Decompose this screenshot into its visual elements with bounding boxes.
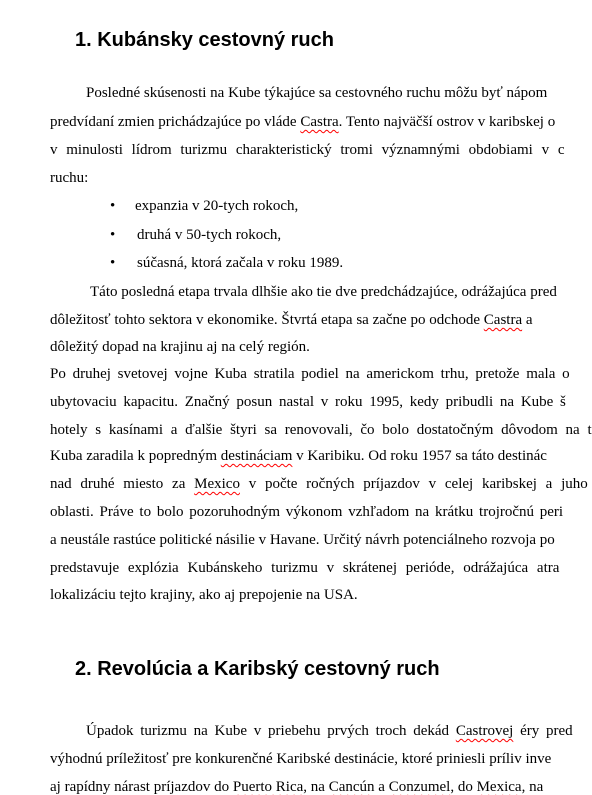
- bullet-icon: •: [110, 255, 116, 271]
- section-2-heading: 2. Revolúcia a Karibský cestovný ruch: [75, 658, 440, 680]
- paragraph-line: predvídaní zmien prichádzajúce po vláde Castra. Tento najväčší ostrov v karibskej o: [50, 114, 556, 130]
- paragraph-line: oblasti. Práve to bolo pozoruhodným výkonom vzhľadom na krátku trojročnú peri: [50, 504, 564, 520]
- paragraph-line: ruchu:: [50, 170, 89, 186]
- list-item: druhá v 50-tych rokoch,: [137, 227, 282, 243]
- paragraph-line: dôležitosť tohto sektora v ekonomike. Štvrtá etapa sa začne po odchode Castra a: [50, 312, 533, 328]
- paragraph-line: Úpadok turizmu na Kube v priebehu prvých troch dekád Castrovej éry pred: [86, 723, 573, 739]
- paragraph-line: lokalizáciu tejto krajiny, ako aj prepojenie na USA.: [50, 587, 358, 603]
- section-1-heading: 1. Kubánsky cestovný ruch: [75, 29, 334, 51]
- spellcheck-word: Puerto Rica: [232, 779, 304, 795]
- spellcheck-word: destináciam: [220, 448, 293, 464]
- paragraph-line: Táto posledná etapa trvala dlhšie ako tie dve predchádzajúce, odrážajúca pred: [90, 284, 557, 300]
- spellcheck-word: Mexica: [476, 779, 522, 795]
- paragraph-line: aj rapídny nárast príjazdov do Puerto Rica, na Cancún a Conzumel, do Mexica, na: [50, 779, 544, 795]
- paragraph-line: v minulosti lídrom turizmu charakteristický tromi významnými obdobiami v c: [50, 142, 565, 158]
- spellcheck-word: Conzumel: [388, 779, 451, 795]
- paragraph-line: predstavuje explózia Kubánskeho turizmu v skrátenej perióde, odrážajúca atra: [50, 560, 560, 576]
- paragraph-line: výhodnú príležitosť pre konkurenčné Karibské destinácie, ktoré priniesli príliv inve: [50, 751, 552, 767]
- paragraph-line: Po druhej svetovej vojne Kuba stratila podiel na americkom trhu, pretože mala o: [50, 366, 570, 382]
- bullet-icon: •: [110, 198, 116, 214]
- list-item: expanzia v 20-tych rokoch,: [135, 198, 299, 214]
- spellcheck-word: Castra: [483, 312, 523, 328]
- paragraph-line: nad druhé miesto za Mexico v počte ročných príjazdov v celej karibskej a juho: [50, 476, 588, 492]
- spellcheck-word: Mexico: [194, 476, 240, 492]
- paragraph-line: hotely s kasínami a ďalšie štyri sa renovovali, čo bolo dostatočným dôvodom na t: [50, 422, 592, 438]
- spellcheck-word: Castrovej: [455, 723, 514, 739]
- spellcheck-word: Castra: [300, 114, 339, 130]
- bullet-icon: •: [110, 227, 116, 243]
- paragraph-line: Kuba zaradila k popredným destináciam v Karibiku. Od roku 1957 sa táto destinác: [50, 448, 547, 464]
- list-item: súčasná, ktorá začala v roku 1989.: [137, 255, 344, 271]
- spellcheck-word: Cancún: [328, 779, 375, 795]
- paragraph-line: ubytovaciu kapacitu. Značný posun nastal v roku 1995, kedy pribudli na Kube š: [50, 394, 566, 410]
- paragraph-line: Posledné skúsenosti na Kube týkajúce sa cestovného ruchu môžu byť nápom: [86, 85, 548, 101]
- paragraph-line: a neustále rastúce politické násilie v Havane. Určitý návrh potenciálneho rozvoja po: [50, 532, 555, 548]
- paragraph-line: dôležitý dopad na krajinu aj na celý región.: [50, 339, 310, 355]
